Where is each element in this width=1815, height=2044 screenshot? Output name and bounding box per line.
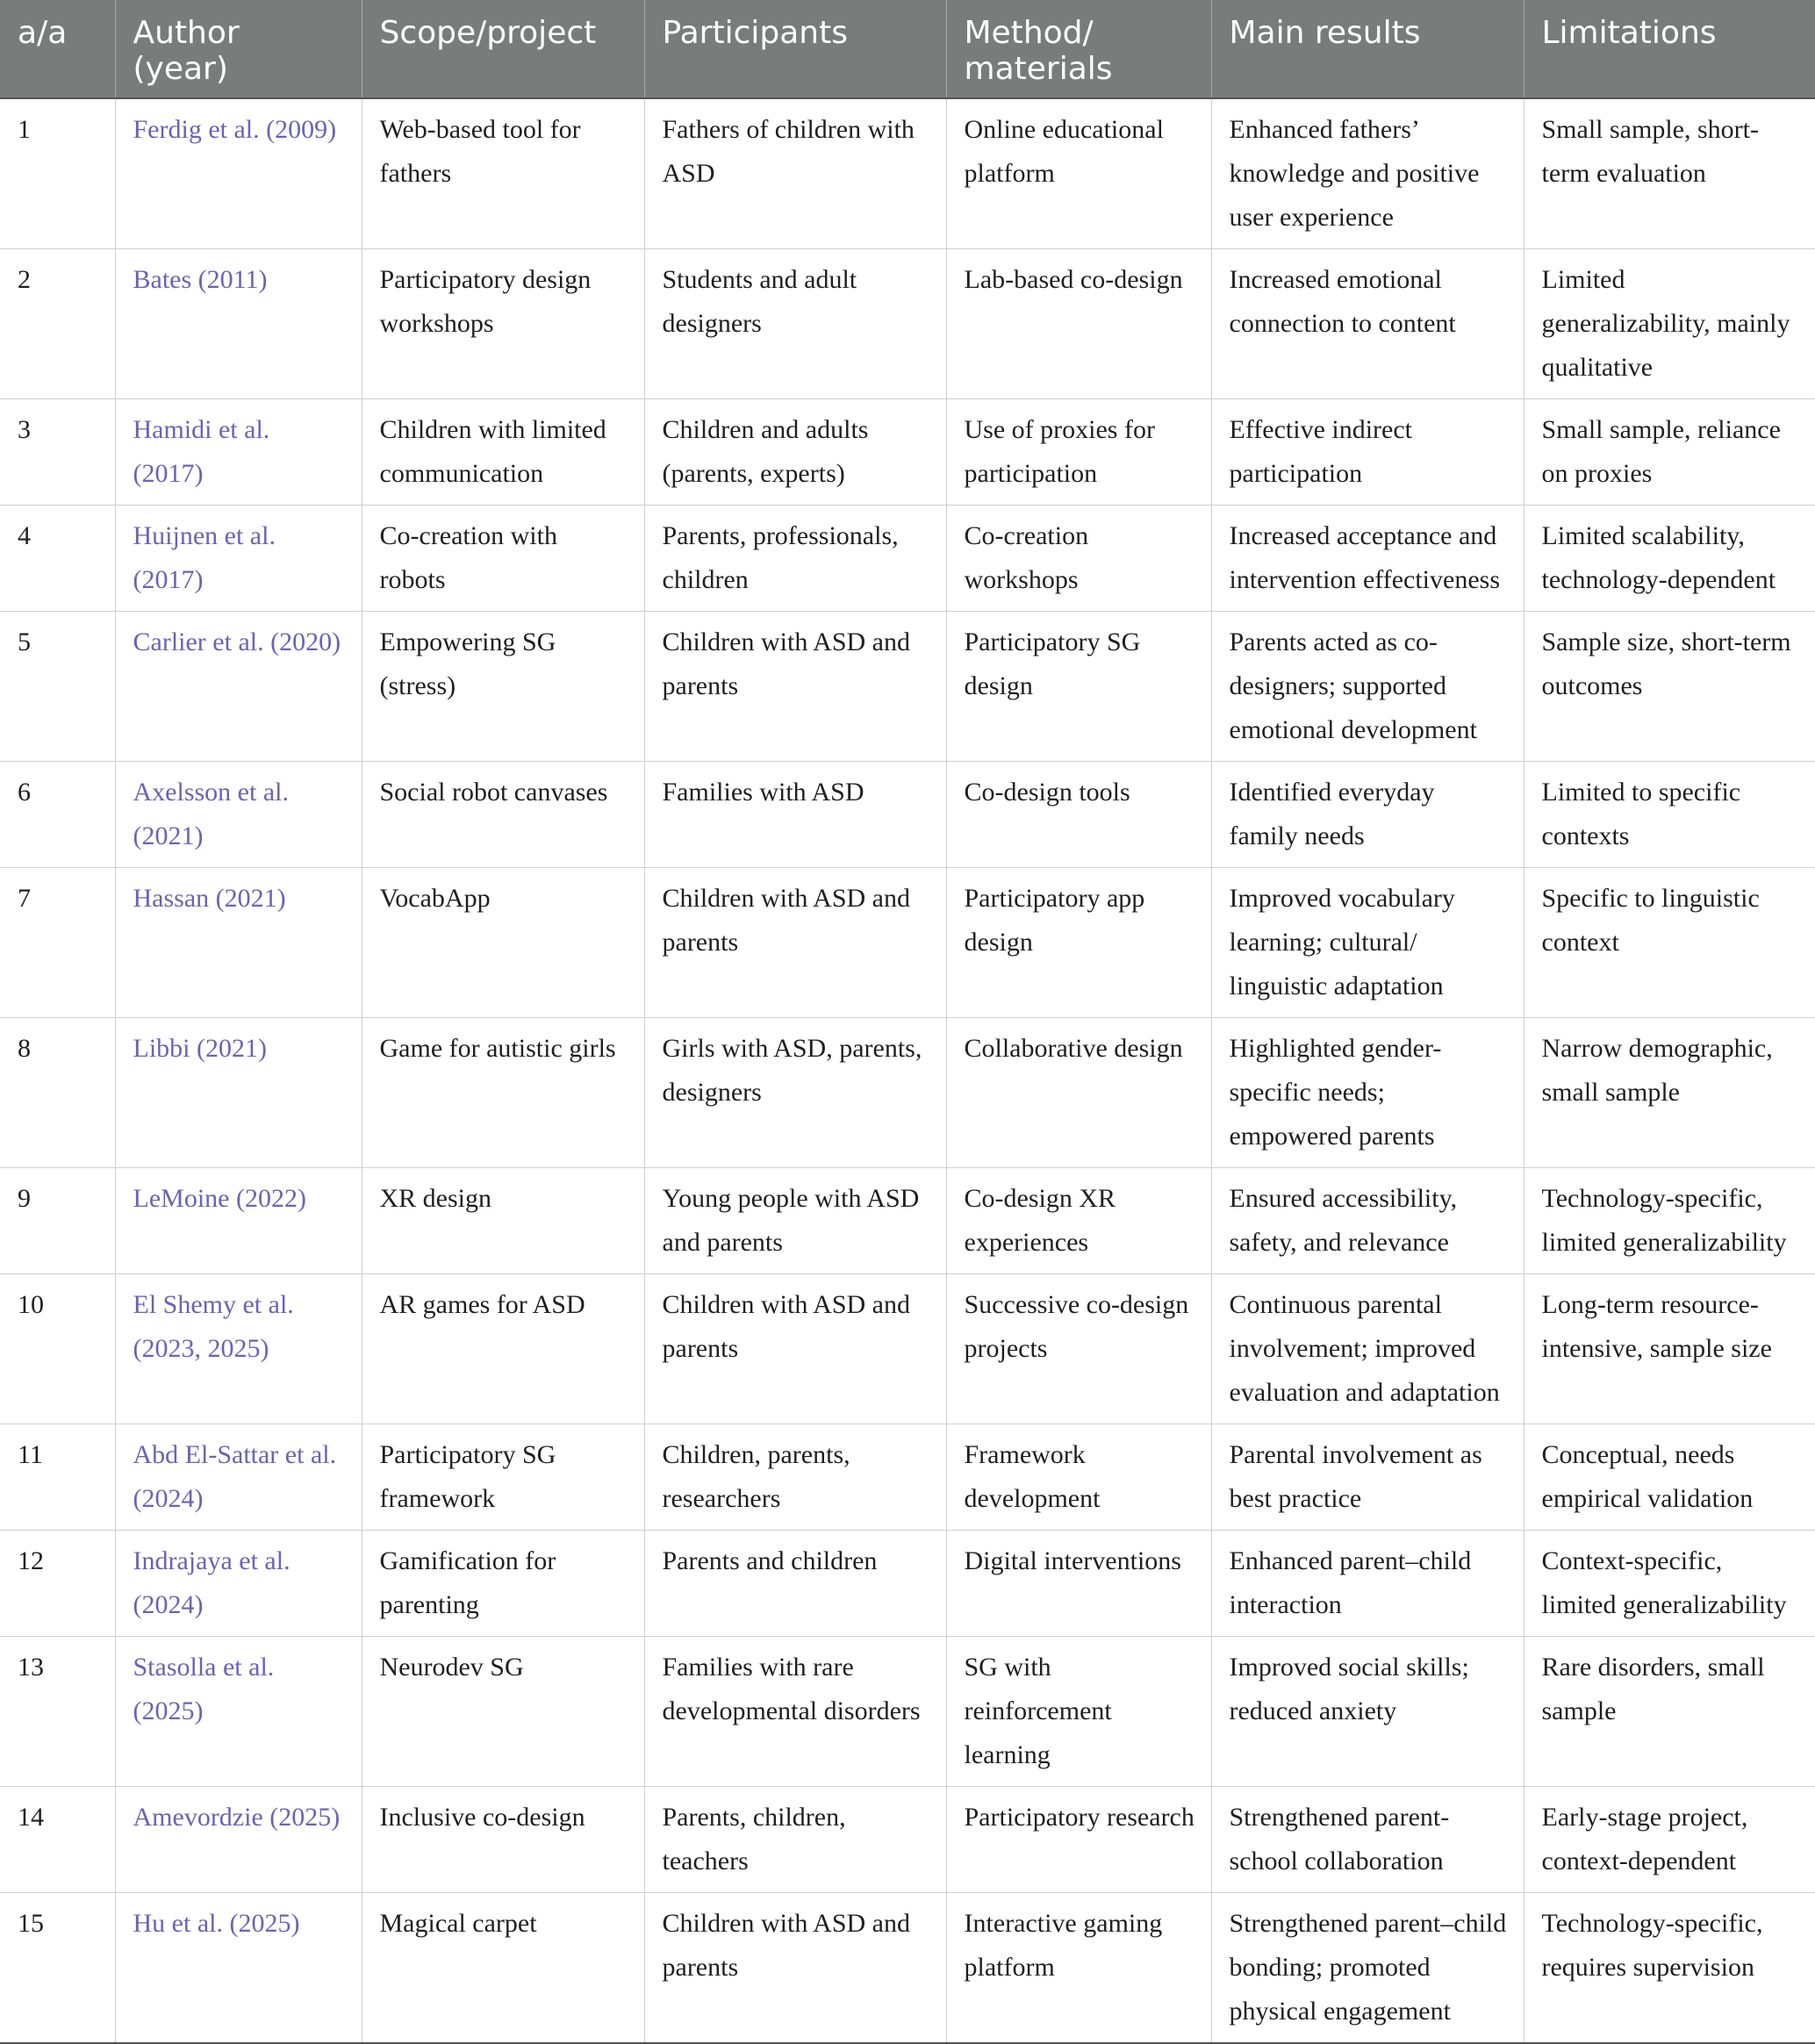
cell-method: Successive co-design projects	[946, 1274, 1211, 1424]
cell-limitations: Early-stage project, context-dependent	[1524, 1787, 1815, 1893]
cell-method: SG with reinforcement learning	[946, 1637, 1211, 1787]
cell-aa: 1	[0, 98, 115, 249]
cell-aa: 6	[0, 762, 115, 868]
cell-limitations: Long-term resource-intensive, sample size	[1524, 1274, 1815, 1424]
cell-aa: 11	[0, 1424, 115, 1531]
table-row	[0, 1637, 1815, 1787]
cell-scope: AR games for ASD	[362, 1274, 644, 1424]
cell-results: Parental involvement as best practice	[1211, 1424, 1524, 1531]
cell-scope: Social robot canvases	[362, 762, 644, 868]
cell-participants: Families with rare developmental disorders	[644, 1637, 946, 1787]
table-header	[0, 0, 1815, 98]
cell-results: Improved vocabulary learning; cultural/ linguistic adaptation	[1211, 868, 1524, 1018]
table-body	[0, 98, 1815, 2043]
cell-aa: 9	[0, 1168, 115, 1274]
header-row	[0, 0, 1815, 98]
cell-aa: 8	[0, 1018, 115, 1168]
cell-scope: Participatory SG framework	[362, 1424, 644, 1531]
cell-limitations: Sample size, short-term outcomes	[1524, 612, 1815, 762]
cell-participants: Children and adults (parents, experts)	[644, 399, 946, 506]
cell-participants: Fathers of children with ASD	[644, 98, 946, 249]
cell-participants: Parents, children, teachers	[644, 1787, 946, 1893]
cell-limitations: Limited to specific contexts	[1524, 762, 1815, 868]
cell-limitations: Small sample, short-term evaluation	[1524, 98, 1815, 249]
cell-scope: Inclusive co-design	[362, 1787, 644, 1893]
cell-method: Framework development	[946, 1424, 1211, 1531]
cell-participants: Girls with ASD, parents, designers	[644, 1018, 946, 1168]
table-row	[0, 1531, 1815, 1637]
cell-participants: Children with ASD and parents	[644, 1893, 946, 2044]
header-aa: a/a	[0, 0, 115, 98]
cell-participants: Parents, professionals, children	[644, 506, 946, 612]
cell-aa: 15	[0, 1893, 115, 2044]
cell-aa: 2	[0, 249, 115, 399]
table-row	[0, 506, 1815, 612]
cell-aa: 13	[0, 1637, 115, 1787]
cell-method: Interactive gaming platform	[946, 1893, 1211, 2044]
table-row	[0, 1274, 1815, 1424]
author-link[interactable]: Ferdig et al. (2009)	[115, 98, 362, 249]
table-row	[0, 762, 1815, 868]
table-row	[0, 868, 1815, 1018]
cell-limitations: Technology-specific, limited generalizability	[1524, 1168, 1815, 1274]
cell-results: Identified everyday family needs	[1211, 762, 1524, 868]
header-scope-project: Scope/project	[362, 0, 644, 98]
cell-limitations: Narrow demographic, small sample	[1524, 1018, 1815, 1168]
cell-scope: Participatory design workshops	[362, 249, 644, 399]
cell-scope: Web-based tool for fathers	[362, 98, 644, 249]
cell-method: Co-design tools	[946, 762, 1211, 868]
cell-scope: Magical carpet	[362, 1893, 644, 2044]
cell-method: Online educational platform	[946, 98, 1211, 249]
cell-limitations: Specific to linguistic context	[1524, 868, 1815, 1018]
table-row	[0, 98, 1815, 249]
cell-method: Lab-based co-design	[946, 249, 1211, 399]
table-row	[0, 612, 1815, 762]
cell-results: Parents acted as co-designers; supported emotional development	[1211, 612, 1524, 762]
cell-scope: XR design	[362, 1168, 644, 1274]
author-link[interactable]: Bates (2011)	[115, 249, 362, 399]
cell-method: Participatory SG design	[946, 612, 1211, 762]
cell-results: Enhanced fathers’ knowledge and positive user experience	[1211, 98, 1524, 249]
table-row	[0, 1018, 1815, 1168]
cell-results: Effective indirect participation	[1211, 399, 1524, 506]
cell-limitations: Rare disorders, small sample	[1524, 1637, 1815, 1787]
cell-method: Participatory research	[946, 1787, 1211, 1893]
cell-limitations: Limited scalability, technology-dependent	[1524, 506, 1815, 612]
author-link[interactable]: Abd El-Sattar et al. (2024)	[115, 1424, 362, 1531]
author-link[interactable]: Axelsson et al. (2021)	[115, 762, 362, 868]
cell-results: Ensured accessibility, safety, and relevance	[1211, 1168, 1524, 1274]
author-link[interactable]: LeMoine (2022)	[115, 1168, 362, 1274]
cell-limitations: Small sample, reliance on proxies	[1524, 399, 1815, 506]
table-row	[0, 399, 1815, 506]
cell-limitations: Limited generalizability, mainly qualitative	[1524, 249, 1815, 399]
cell-participants: Children with ASD and parents	[644, 1274, 946, 1424]
cell-results: Increased acceptance and intervention effectiveness	[1211, 506, 1524, 612]
author-link[interactable]: Amevordzie (2025)	[115, 1787, 362, 1893]
cell-aa: 4	[0, 506, 115, 612]
cell-aa: 12	[0, 1531, 115, 1637]
cell-scope: Neurodev SG	[362, 1637, 644, 1787]
table-row	[0, 1787, 1815, 1893]
cell-participants: Children, parents, researchers	[644, 1424, 946, 1531]
author-link[interactable]: Hassan (2021)	[115, 868, 362, 1018]
cell-limitations: Technology-specific, requires supervision	[1524, 1893, 1815, 2044]
cell-participants: Young people with ASD and parents	[644, 1168, 946, 1274]
cell-participants: Parents and children	[644, 1531, 946, 1637]
cell-aa: 7	[0, 868, 115, 1018]
table-row	[0, 249, 1815, 399]
cell-participants: Children with ASD and parents	[644, 868, 946, 1018]
cell-method: Use of proxies for participation	[946, 399, 1211, 506]
cell-limitations: Context-specific, limited generalizability	[1524, 1531, 1815, 1637]
cell-method: Co-creation workshops	[946, 506, 1211, 612]
cell-method: Co-design XR experiences	[946, 1168, 1211, 1274]
cell-results: Highlighted gender-specific needs; empowered parents	[1211, 1018, 1524, 1168]
cell-results: Strengthened parent-school collaboration	[1211, 1787, 1524, 1893]
cell-method: Digital interventions	[946, 1531, 1211, 1637]
cell-results: Enhanced parent–child interaction	[1211, 1531, 1524, 1637]
cell-limitations: Conceptual, needs empirical validation	[1524, 1424, 1815, 1531]
author-link[interactable]: Hamidi et al. (2017)	[115, 399, 362, 506]
cell-aa: 14	[0, 1787, 115, 1893]
author-link[interactable]: El Shemy et al. (2023, 2025)	[115, 1274, 362, 1424]
cell-aa: 3	[0, 399, 115, 506]
cell-participants: Children with ASD and parents	[644, 612, 946, 762]
table-row	[0, 1424, 1815, 1531]
cell-scope: Children with limited communication	[362, 399, 644, 506]
header-limitations: Limitations	[1524, 0, 1815, 98]
cell-aa: 5	[0, 612, 115, 762]
header-participants: Participants	[644, 0, 946, 98]
cell-aa: 10	[0, 1274, 115, 1424]
table-row	[0, 1893, 1815, 2044]
author-link[interactable]: Carlier et al. (2020)	[115, 612, 362, 762]
cell-participants: Students and adult designers	[644, 249, 946, 399]
cell-scope: Co-creation with robots	[362, 506, 644, 612]
cell-results: Strengthened parent–child bonding; promoted physical engagement	[1211, 1893, 1524, 2044]
cell-scope: VocabApp	[362, 868, 644, 1018]
author-link[interactable]: Huijnen et al. (2017)	[115, 506, 362, 612]
author-link[interactable]: Indrajaya et al. (2024)	[115, 1531, 362, 1637]
cell-scope: Game for autistic girls	[362, 1018, 644, 1168]
author-link[interactable]: Stasolla et al. (2025)	[115, 1637, 362, 1787]
cell-method: Participatory app design	[946, 868, 1211, 1018]
author-link[interactable]: Libbi (2021)	[115, 1018, 362, 1168]
cell-participants: Families with ASD	[644, 762, 946, 868]
header-main-results: Main results	[1211, 0, 1524, 98]
cell-scope: Gamification for parenting	[362, 1531, 644, 1637]
cell-results: Increased emotional connection to content	[1211, 249, 1524, 399]
author-link[interactable]: Hu et al. (2025)	[115, 1893, 362, 2044]
header-method-materials: Method/ materials	[946, 0, 1211, 98]
cell-results: Improved social skills; reduced anxiety	[1211, 1637, 1524, 1787]
header-author-year: Author (year)	[115, 0, 362, 98]
cell-results: Continuous parental involvement; improved evaluation and adaptation	[1211, 1274, 1524, 1424]
table-row	[0, 1168, 1815, 1274]
cell-scope: Empowering SG (stress)	[362, 612, 644, 762]
cell-method: Collaborative design	[946, 1018, 1211, 1168]
